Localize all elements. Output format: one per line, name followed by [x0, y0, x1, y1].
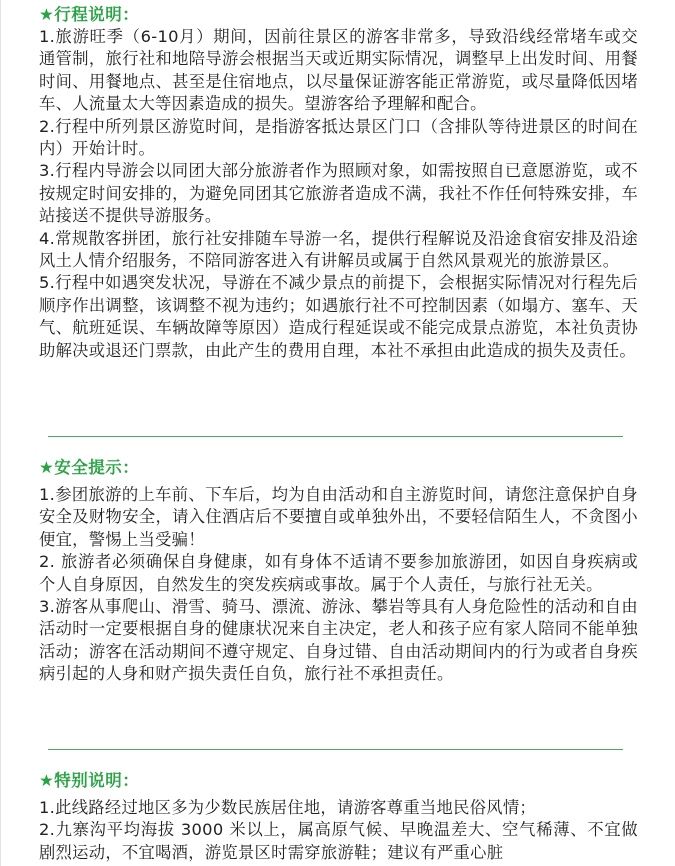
safety-tips-heading: ★安全提示：	[39, 458, 140, 477]
itinerary-note-2: 2.行程中所列景区游览时间，是指游客抵达景区门口（含排队等待进景区的时间在内）开始计时。	[39, 116, 638, 159]
special-notes-heading: ★特别说明：	[39, 771, 140, 790]
itinerary-note-4: 4.常规散客拼团，旅行社安排随车导游一名，提供行程解说及沿途食宿安排及沿途风土人情介绍服务，不陪同游客进入有讲解员或属于自然风景观光的旅游景区。	[39, 228, 638, 271]
itinerary-note-3: 3.行程内导游会以同团大部分旅游者作为照顾对象，如需按照自已意愿游览，或不按规定时间安排的，为避免同团其它旅游者造成不满，我社不作任何特殊安排，车站接送不提供导游服务。	[39, 161, 638, 226]
document-page	[1, 0, 675, 866]
safety-tip-1: 1.参团旅游的上车前、下车后，均为自由活动和自主游览时间，请您注意保护自身安全及财物安全，请入住酒店后不要擅自或单独外出，不要轻信陌生人，不贪图小便宜，警惕上当受骗！	[39, 485, 638, 549]
special-note-2: 2.九寨沟平均海拔 3000 米以上，属高原气候、早晚温差大、空气稀薄、不宜做剧烈运动，不宜喝酒，游览景区时需穿旅游鞋；建议有严重心脏	[39, 820, 638, 862]
section-divider	[48, 436, 623, 437]
itinerary-note-1: 1.旅游旺季（6-10月）期间，因前往景区的游客非常多，导致沿线经常堵车或交通管制，旅行社和地陪导游会根据当天或近期实际情况，调整早上出发时间、用餐时间、用餐地点、甚至是住宿地点，以尽量保证游客能正常游览，或尽量降低因堵车、人流量太大等因素造成的损失。望游客给予理解和配合。	[39, 27, 638, 114]
safety-tip-2: 2. 旅游者必须确保自身健康，如有身体不适请不要参加旅游团，如因自身疾病或个人自身原因，自然发生的突发疾病或事故。属于个人责任，与旅行社无关。	[39, 552, 638, 594]
itinerary-notes-section	[1, 4, 675, 362]
itinerary-notes-heading: ★行程说明：	[39, 5, 140, 24]
itinerary-note-5: 5.行程中如遇突发状况，导游在不减少景点的前提下，会根据实际情况对行程先后顺序作出调整，该调整不视为违约；如遇旅行社不可控制因素（如塌方、塞车、天气、航班延误、车辆故障等原因）造成行程延误或不能完成景点游览，本社负责协助解决或退还门票款，由此产生的费用自理，本社不承担由此造成的损失及责任。	[39, 273, 638, 360]
safety-tips-section	[1, 457, 675, 686]
special-notes-section	[1, 770, 675, 864]
safety-tip-3: 3.游客从事爬山、滑雪、骑马、漂流、游泳、攀岩等具有人身危险性的活动和自由活动时一定要根据自身的健康状况来自主决定，老人和孩子应有家人陪同不能单独活动；游客在活动期间不遵守规定、自身过错、自由活动期间内的行为或者自身疾病引起的人身和财产损失责任自负，旅行社不承担责任。	[39, 597, 638, 684]
special-note-1: 1.此线路经过地区多为少数民族居住地，请游客尊重当地民俗风情；	[39, 798, 536, 817]
section-divider	[48, 749, 623, 750]
